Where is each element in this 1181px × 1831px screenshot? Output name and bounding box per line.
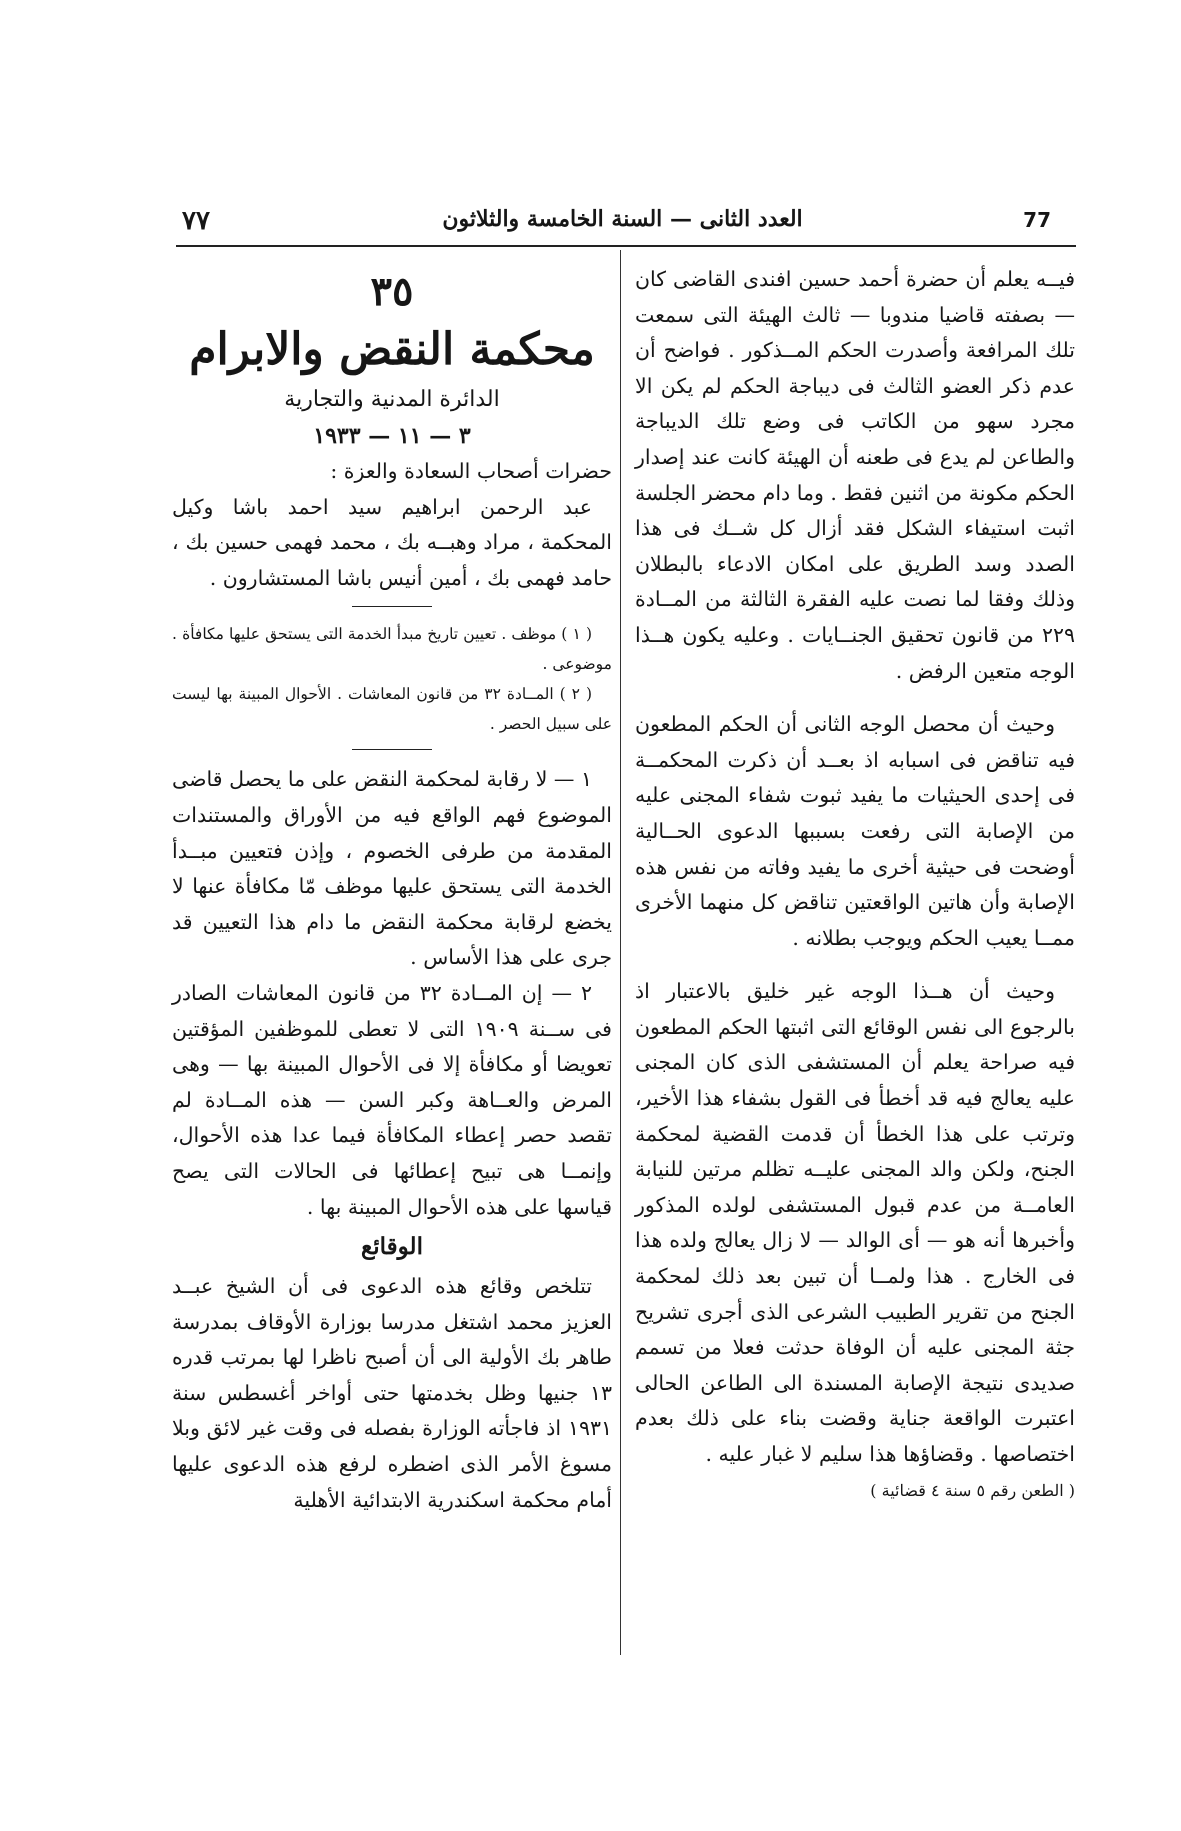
session-date: ٣ — ١١ — ١٩٣٣	[313, 423, 471, 449]
facts-heading: الوقائع	[361, 1233, 423, 1261]
page-header	[170, 206, 1075, 236]
paragraph-continuation: فيــه يعلم أن حضرة أحمد حسين افندى القاضى كان — بصفته قاضيا مندوبا — ثالث الهيئة التى سمعت تلك المرافعة وأصدرت الحكم المــذكور . فواضح أن عدم ذكر العضو الثالث فى ديباجة الحكم لم يكن الا مجرد سهو من الكاتب فى وضع تلك الديباجة والطاعن لم يدع فى طعنه أن الهيئة كانت عند إصدار الحكم مكونة من اثنين فقط . وما دام محضر الجلسة اثبت استيفاء الشكل فقد أزال كل شــك فى هذا الصدد وسد الطريق على امكان الادعاء بالبطلان وذلك وفقا لما نصت عليه الفقرة الثالثة من المــادة ٢٢٩ من قانون تحقيق الجنــايات . وعليه يكون هــذا الوجه متعين الرفض .	[635, 267, 1075, 683]
court-name: محكمة النقض والابرام	[189, 324, 595, 375]
separator-rule	[352, 606, 432, 607]
court-circuit: الدائرة المدنية والتجارية	[284, 387, 500, 412]
column-divider	[620, 250, 621, 1655]
running-title: العدد الثانى — السنة الخامسة والثلاثون	[442, 206, 803, 232]
case-number: ٣٥	[370, 268, 414, 315]
right-column	[635, 262, 1075, 1508]
facts-paragraph: تتلخص وقائع هذه الدعوى فى أن الشيخ عبــد العزيز محمد اشتغل مدرسا بوزارة الأوقاف بمدرسة طاهر بك الأولية الى أن أصبح ناظرا لها بمرتب قدره ١٣ جنيها وظل بخدمتها حتى أواخر أغسطس سنة ١٩٣١ اذ فاجأته الوزارة بفصله فى وقت غير لائق وبلا مسوغ الأمر الذى اضطره لرفع هذه الدعوى عليها أمام محكمة اسكندرية الابتدائية الأهلية	[172, 1274, 612, 1512]
judges-intro: حضرات أصحاب السعادة والعزة :	[330, 459, 612, 483]
principle-1: ١ — لا رقابة لمحكمة النقض على ما يحصل قاضى الموضوع فهم الواقع فيه من الأوراق والمستندات المقدمة من طرفى الخصوم ، وإذن فتعيين مبــدأ الخدمة التى يستحق عليها موظف مّا مكافأة عنها لا يخضع لرقابة محكمة النقض ما دام هذا التعيين قد جرى على هذا الأساس .	[172, 767, 612, 970]
header-rule	[176, 245, 1076, 247]
note-1: ( ١ ) موظف . تعيين تاريخ مبدأ الخدمة التى يستحق عليها مكافأة . موضوعى .	[172, 625, 612, 674]
separator-rule	[352, 749, 432, 750]
page-number-latin: 77	[1023, 208, 1051, 232]
note-2: ( ٢ ) المــادة ٣٢ من قانون المعاشات . الأحوال المبينة بها ليست على سبيل الحصر .	[172, 685, 612, 734]
left-column	[172, 262, 612, 1518]
principle-2: ٢ — إن المــادة ٣٢ من قانون المعاشات الصادر فى ســنة ١٩٠٩ التى لا تعطى للموظفين المؤقتين تعويضا أو مكافأة إلا فى الأحوال المبينة بها — وهى المرض والعــاهة وكبر السن — هذه المــادة لم تقصد حصر إعطاء المكافأة فيما عدا هذه الأحوال، وإنمــا هى تبيح إعطائها فى الحالات التى يصح قياسها على هذه الأحوال المبينة بها .	[172, 980, 612, 1219]
judges-list: عبد الرحمن ابراهيم سيد احمد باشا وكيل المحكمة ، مراد وهبــه بك ، محمد فهمى حسين بك ، حامد فهمى بك ، أمين أنيس باشا المستشارون .	[172, 494, 612, 590]
paragraph-second-ground: وحيث أن محصل الوجه الثانى أن الحكم المطعون فيه تناقض فى اسبابه اذ بعــد أن ذكرت المحكمــة فى إحدى الحيثيات ما يفيد ثبوت شفاء المجنى عليه من الإصابة التى رفعت بسببها الدعوى الحــالية أوضحت فى حيثية أخرى ما يفيد وفاته من نفس هذه الإصابة وأن هاتين الواقعتين تناقض كل منهما الأخرى ممــا يعيب الحكم ويوجب بطلانه .	[635, 712, 1075, 950]
appeal-citation: ( الطعن رقم ٥ سنة ٤ قضائية )	[870, 1480, 1075, 1500]
page-number-arabic: ٧٧	[182, 206, 210, 236]
paragraph-ruling: وحيث أن هــذا الوجه غير خليق بالاعتبار اذ بالرجوع الى نفس الوقائع التى اثبتها الحكم المطعون فيه صراحة يعلم أن المستشفى الذى كان المجنى عليه يعالج فيه قد أخطأ فى القول بشفاء هذا الأخير، وترتب على هذا الخطأ أن قدمت القضية لمحكمة الجنح، ولكن والد المجنى عليــه تظلم مرتين للنيابة العامــة من عدم قبول المستشفى لولده المذكور وأخبرها أنه هو — أى الوالد — لا زال يعالج ولده هذا فى الخارج . هذا ولمــا أن تبين بعد ذلك لمحكمة الجنح من تقرير الطبيب الشرعى الذى أجرى تشريح جثة المجنى عليه أن الوفاة حدثت فعلا من تسمم صديدى نتيجة الإصابة المسندة الى الطاعن الحالى اعتبرت الواقعة جناية وقضت بناء على ذلك بعدم اختصاصها . وقضاؤها هذا سليم لا غبار عليه .	[635, 979, 1075, 1466]
